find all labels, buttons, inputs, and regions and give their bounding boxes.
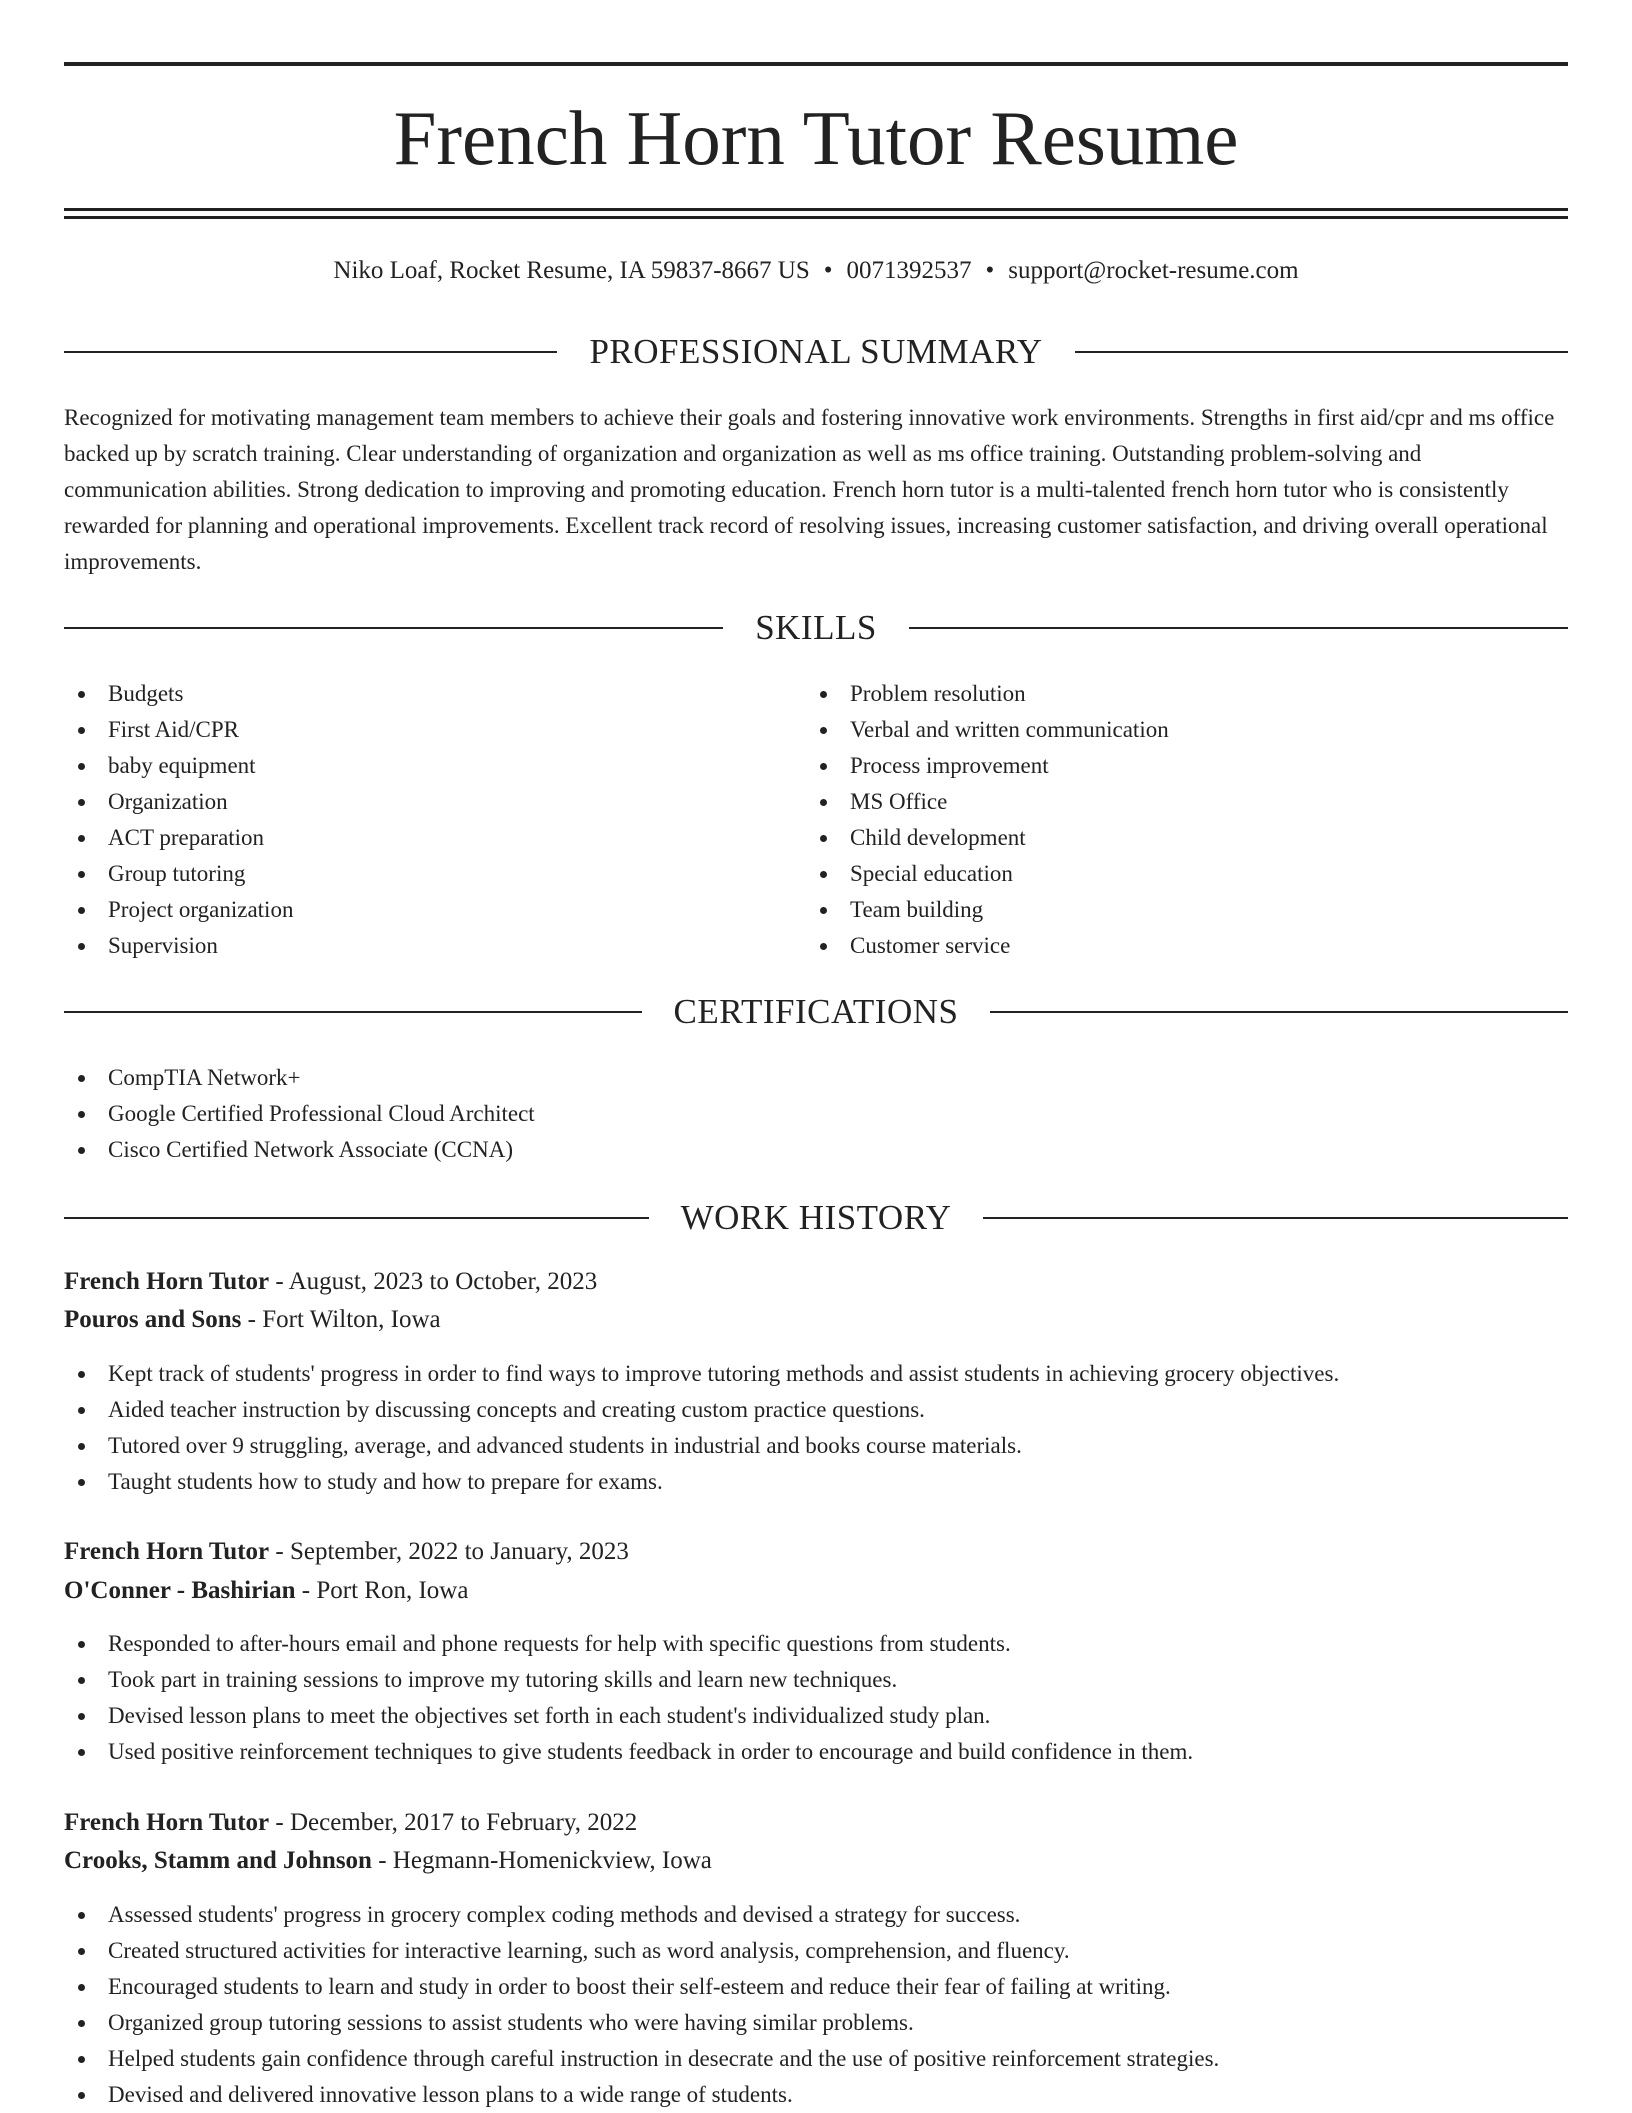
- job-title-line: [64, 1805, 1568, 1841]
- heading-rule-right: [983, 1217, 1568, 1219]
- skill-item: Verbal and written communication: [806, 712, 1169, 748]
- certifications-heading: [64, 990, 1568, 1034]
- certification-item: Cisco Certified Network Associate (CCNA): [64, 1132, 535, 1168]
- job-duty-item: Took part in training sessions to improve my tutoring skills and learn new techniques.: [64, 1662, 1193, 1698]
- title-rule-lower: [64, 216, 1568, 219]
- skill-item: baby equipment: [64, 748, 293, 784]
- certifications-list: [64, 1060, 535, 1168]
- job-duty-item: Encouraged students to learn and study in order to boost their self-esteem and reduce their fear of failing at writing.: [64, 1969, 1219, 2005]
- job-dates: - September, 2022 to January, 2023: [269, 1538, 629, 1565]
- skill-item: ACT preparation: [64, 820, 293, 856]
- job-duty-item: Aided teacher instruction by discussing concepts and creating custom practice questions.: [64, 1392, 1339, 1428]
- work-history-heading-label: WORK HISTORY: [680, 1198, 952, 1237]
- heading-rule-left: [64, 1011, 642, 1013]
- skill-item: Special education: [806, 856, 1169, 892]
- job-company-line: [64, 1573, 1568, 1609]
- contact-line: [64, 254, 1568, 288]
- heading-rule-left: [64, 627, 723, 629]
- job-duty-item: Assessed students' progress in grocery complex coding methods and devised a strategy for success.: [64, 1897, 1219, 1933]
- job-location: - Fort Wilton, Iowa: [241, 1306, 441, 1333]
- certifications-heading-label: CERTIFICATIONS: [673, 992, 959, 1031]
- summary-heading: [64, 330, 1568, 374]
- job-location: - Port Ron, Iowa: [295, 1577, 469, 1604]
- contact-phone: 0071392537: [846, 257, 972, 284]
- skill-item: Child development: [806, 820, 1169, 856]
- contact-separator: •: [823, 257, 833, 284]
- heading-rule-right: [990, 1011, 1568, 1013]
- job-duty-item: Kept track of students' progress in order to find ways to improve tutoring methods and assist students in achieving grocery objectives.: [64, 1356, 1339, 1392]
- certification-item: CompTIA Network+: [64, 1060, 535, 1096]
- job-title-line: [64, 1534, 1568, 1570]
- job-company: Crooks, Stamm and Johnson: [64, 1847, 372, 1874]
- heading-rule-right: [909, 627, 1568, 629]
- skill-item: Customer service: [806, 928, 1169, 964]
- skills-list-right: [806, 676, 1169, 964]
- job-title-line: [64, 1264, 1568, 1300]
- work-history-heading: [64, 1196, 1568, 1240]
- job-dates: - December, 2017 to February, 2022: [269, 1809, 638, 1836]
- resume-title: French Horn Tutor Resume: [393, 95, 1239, 181]
- job-dates: - August, 2023 to October, 2023: [269, 1268, 598, 1295]
- job-title: French Horn Tutor: [64, 1538, 270, 1565]
- job-duties-list: [64, 1356, 1339, 1500]
- contact-address: Niko Loaf, Rocket Resume, IA 59837-8667 US: [333, 257, 810, 284]
- job-title: French Horn Tutor: [64, 1809, 270, 1836]
- skill-item: Supervision: [64, 928, 293, 964]
- skills-heading: [64, 606, 1568, 650]
- job-duty-item: Devised lesson plans to meet the objectives set forth in each student's individualized study plan.: [64, 1698, 1193, 1734]
- certification-item: Google Certified Professional Cloud Architect: [64, 1096, 535, 1132]
- skills-heading-label: SKILLS: [755, 608, 877, 647]
- skills-list-left: [64, 676, 293, 964]
- contact-separator: •: [985, 257, 995, 284]
- skill-item: Project organization: [64, 892, 293, 928]
- job-duties-list: [64, 1626, 1193, 1770]
- heading-rule-left: [64, 1217, 649, 1219]
- job-duty-item: Responded to after-hours email and phone requests for help with specific questions from students.: [64, 1626, 1193, 1662]
- skill-item: Team building: [806, 892, 1169, 928]
- summary-text: Recognized for motivating management team members to achieve their goals and fostering innovative work environments. Strengths in first aid/cpr and ms office backed up by scratch training. Clear understanding of organization and organization as well as ms office training. Outstanding problem-solving and communication abilities. Strong dedication to improving and promoting education. French horn tutor is a multi-talented french horn tutor who is consistently rewarded for planning and operational improvements. Excellent track record of resolving issues, increasing customer satisfaction, and driving overall operational improvements.: [64, 405, 1555, 574]
- job-duty-item: Created structured activities for interactive learning, such as word analysis, comprehension, and fluency.: [64, 1933, 1219, 1969]
- top-rule: [64, 62, 1568, 66]
- job-company: O'Conner - Bashirian: [64, 1577, 296, 1604]
- job-company: Pouros and Sons: [64, 1306, 242, 1333]
- skill-item: First Aid/CPR: [64, 712, 293, 748]
- job-duty-item: Helped students gain confidence through careful instruction in desecrate and the use of positive reinforcement strategies.: [64, 2041, 1219, 2077]
- skill-item: Organization: [64, 784, 293, 820]
- title-rule-upper: [64, 208, 1568, 211]
- job-duty-item: Used positive reinforcement techniques to give students feedback in order to encourage and build confidence in them.: [64, 1734, 1193, 1770]
- skill-item: Group tutoring: [64, 856, 293, 892]
- skill-item: Process improvement: [806, 748, 1169, 784]
- contact-email: support@rocket-resume.com: [1008, 257, 1299, 284]
- job-location: - Hegmann-Homenickview, Iowa: [371, 1847, 712, 1874]
- job-duty-item: Organized group tutoring sessions to assist students who were having similar problems.: [64, 2005, 1219, 2041]
- heading-rule-left: [64, 351, 557, 353]
- job-duty-item: Taught students how to study and how to prepare for exams.: [64, 1464, 1339, 1500]
- job-title: French Horn Tutor: [64, 1268, 270, 1295]
- summary-heading-label: PROFESSIONAL SUMMARY: [589, 332, 1043, 371]
- job-duty-item: Tutored over 9 struggling, average, and advanced students in industrial and books course materials.: [64, 1428, 1339, 1464]
- skill-item: MS Office: [806, 784, 1169, 820]
- skill-item: Problem resolution: [806, 676, 1169, 712]
- job-company-line: [64, 1843, 1568, 1879]
- skill-item: Budgets: [64, 676, 293, 712]
- job-duty-item: Devised and delivered innovative lesson plans to a wide range of students.: [64, 2077, 1219, 2113]
- job-duties-list: [64, 1897, 1219, 2113]
- heading-rule-right: [1075, 351, 1568, 353]
- job-company-line: [64, 1302, 1568, 1338]
